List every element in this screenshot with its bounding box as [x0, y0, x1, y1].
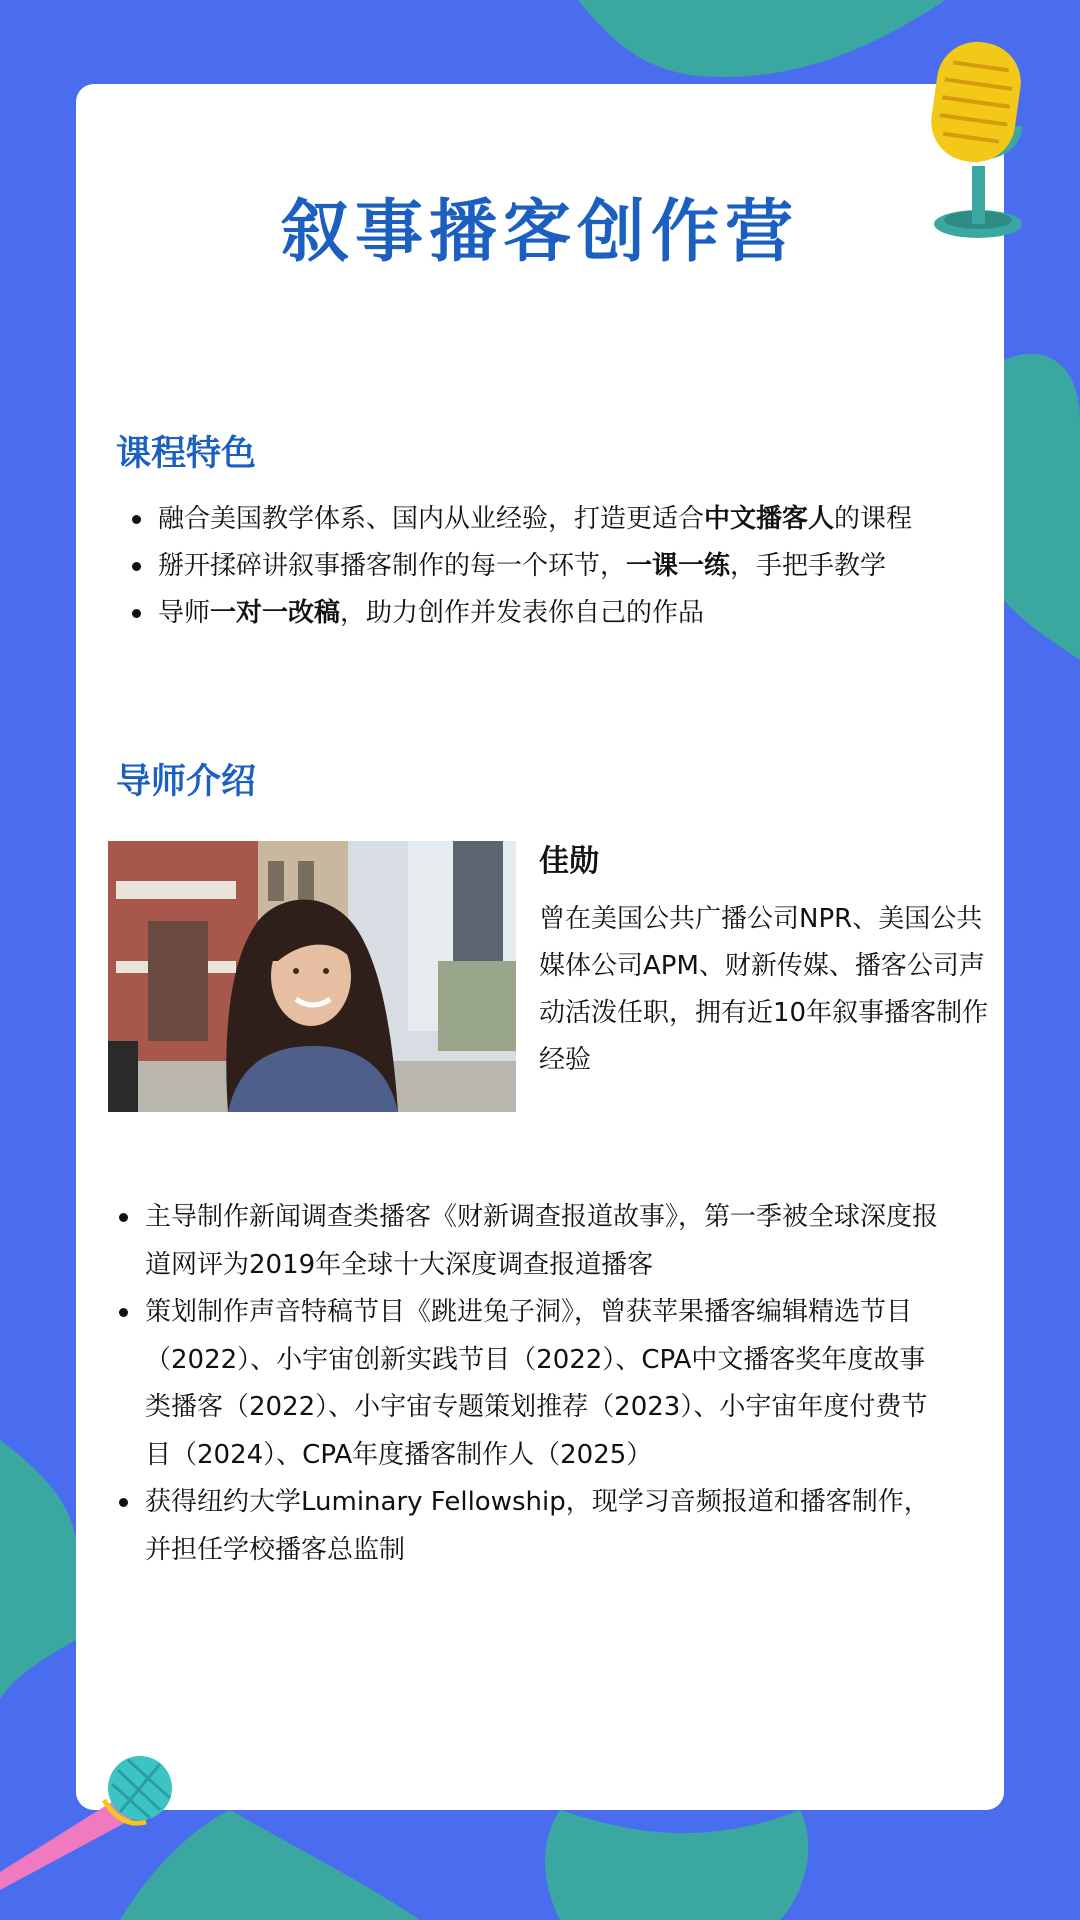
list-item: 融合美国教学体系、国内从业经验，打造更适合中文播客人的课程 — [128, 496, 988, 543]
mentor-bio: 曾在美国公共广播公司NPR、美国公共媒体公司APM、财新传媒、播客公司声动活泼任职，拥有近10年叙事播客制作经验 — [539, 904, 989, 1075]
teal-blob-top — [570, 0, 960, 77]
achievements-list — [115, 1194, 945, 1574]
list-item: 主导制作新闻调查类播客《财新调查报道故事》，第一季被全球深度报道网评为2019年全球十大深度调查报道播客 — [115, 1194, 945, 1289]
mentor-heading: 导师介绍 — [116, 761, 257, 802]
teal-blob-bottom-right — [545, 1810, 808, 1920]
list-item: 掰开揉碎讲叙事播客制作的每一个环节，一课一练，手把手教学 — [128, 543, 988, 590]
mentor-name: 佳勋 — [539, 844, 599, 879]
mentor-photo — [108, 841, 516, 1112]
pink-microphone-icon — [0, 1740, 180, 1890]
features-heading: 课程特色 — [116, 433, 257, 474]
teal-blob-left — [0, 1440, 76, 1700]
list-item: 策划制作声音特稿节目《跳进兔子洞》，曾获苹果播客编辑精选节目（2022）、小宇宙创新实践节目（2022）、CPA中文播客奖年度故事类播客（2022）、小宇宙专题策划推荐（2023）、小宇宙年度付费节目（2024）、CPA年度播客制作人（2025） — [115, 1289, 945, 1479]
teal-blob-right — [1004, 354, 1080, 660]
features-list — [128, 496, 988, 637]
list-item: 导师一对一改稿，助力创作并发表你自己的作品 — [128, 590, 988, 637]
list-item: 获得纽约大学Luminary Fellowship，现学习音频报道和播客制作，并担任学校播客总监制 — [115, 1479, 945, 1574]
page-title: 叙事播客创作营 — [280, 192, 799, 272]
